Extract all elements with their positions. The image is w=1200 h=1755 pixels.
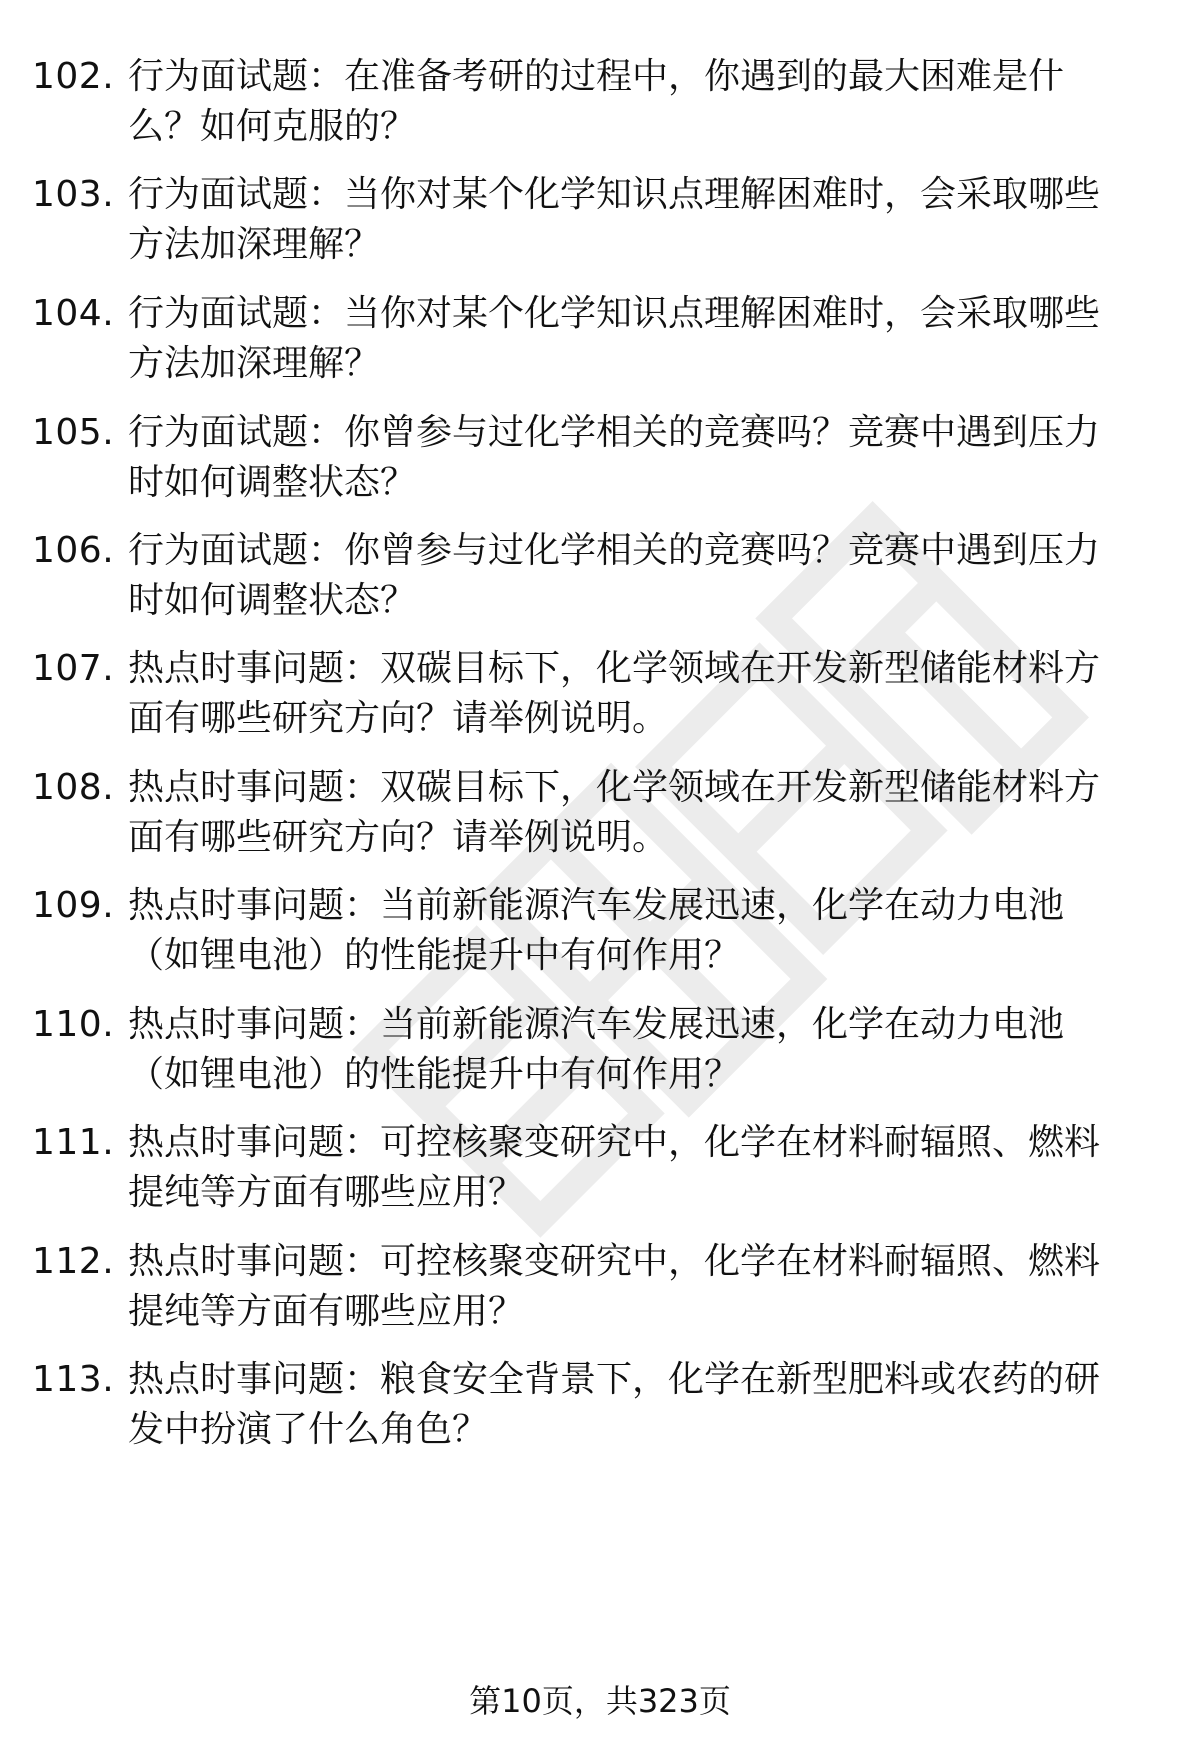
question-number: 112. bbox=[32, 1241, 115, 1282]
question-number: 111. bbox=[32, 1122, 115, 1163]
page-number-footer: 第10页，共323页 bbox=[469, 1682, 731, 1720]
question-text: 热点时事问题：当前新能源汽车发展迅速，化学在动力电池（如锂电池）的性能提升中有何作用？ bbox=[128, 1004, 1065, 1095]
question-number: 106. bbox=[32, 530, 115, 571]
question-number: 102. bbox=[32, 56, 115, 97]
question-text: 行为面试题：你曾参与过化学相关的竞赛吗？竞赛中遇到压力时如何调整状态？ bbox=[128, 412, 1101, 503]
question-number: 107. bbox=[32, 648, 115, 689]
question-number: 108. bbox=[32, 767, 115, 808]
question-text: 行为面试题：当你对某个化学知识点理解困难时，会采取哪些方法加深理解？ bbox=[128, 174, 1101, 265]
question-text: 行为面试题：你曾参与过化学相关的竞赛吗？竞赛中遇到压力时如何调整状态？ bbox=[128, 530, 1101, 621]
question-text: 热点时事问题：双碳目标下，化学领域在开发新型储能材料方面有哪些研究方向？请举例说明。 bbox=[128, 648, 1101, 739]
question-text: 行为面试题：当你对某个化学知识点理解困难时，会采取哪些方法加深理解？ bbox=[128, 293, 1101, 384]
question-number: 113. bbox=[32, 1359, 115, 1400]
question-text: 热点时事问题：双碳目标下，化学领域在开发新型储能材料方面有哪些研究方向？请举例说明。 bbox=[128, 767, 1101, 858]
question-text: 热点时事问题：可控核聚变研究中，化学在材料耐辐照、燃料提纯等方面有哪些应用？ bbox=[128, 1122, 1101, 1213]
question-number: 109. bbox=[32, 885, 115, 926]
question-number: 110. bbox=[32, 1004, 115, 1045]
question-number: 105. bbox=[32, 412, 115, 453]
question-text: 行为面试题：在准备考研的过程中，你遇到的最大困难是什么？如何克服的？ bbox=[128, 56, 1065, 147]
question-number: 103. bbox=[32, 174, 115, 215]
question-text: 热点时事问题：粮食安全背景下，化学在新型肥料或农药的研发中扮演了什么角色？ bbox=[128, 1359, 1101, 1450]
question-text: 热点时事问题：当前新能源汽车发展迅速，化学在动力电池（如锂电池）的性能提升中有何作用？ bbox=[128, 885, 1065, 976]
question-number: 104. bbox=[32, 293, 115, 334]
question-text: 热点时事问题：可控核聚变研究中，化学在材料耐辐照、燃料提纯等方面有哪些应用？ bbox=[128, 1241, 1101, 1332]
